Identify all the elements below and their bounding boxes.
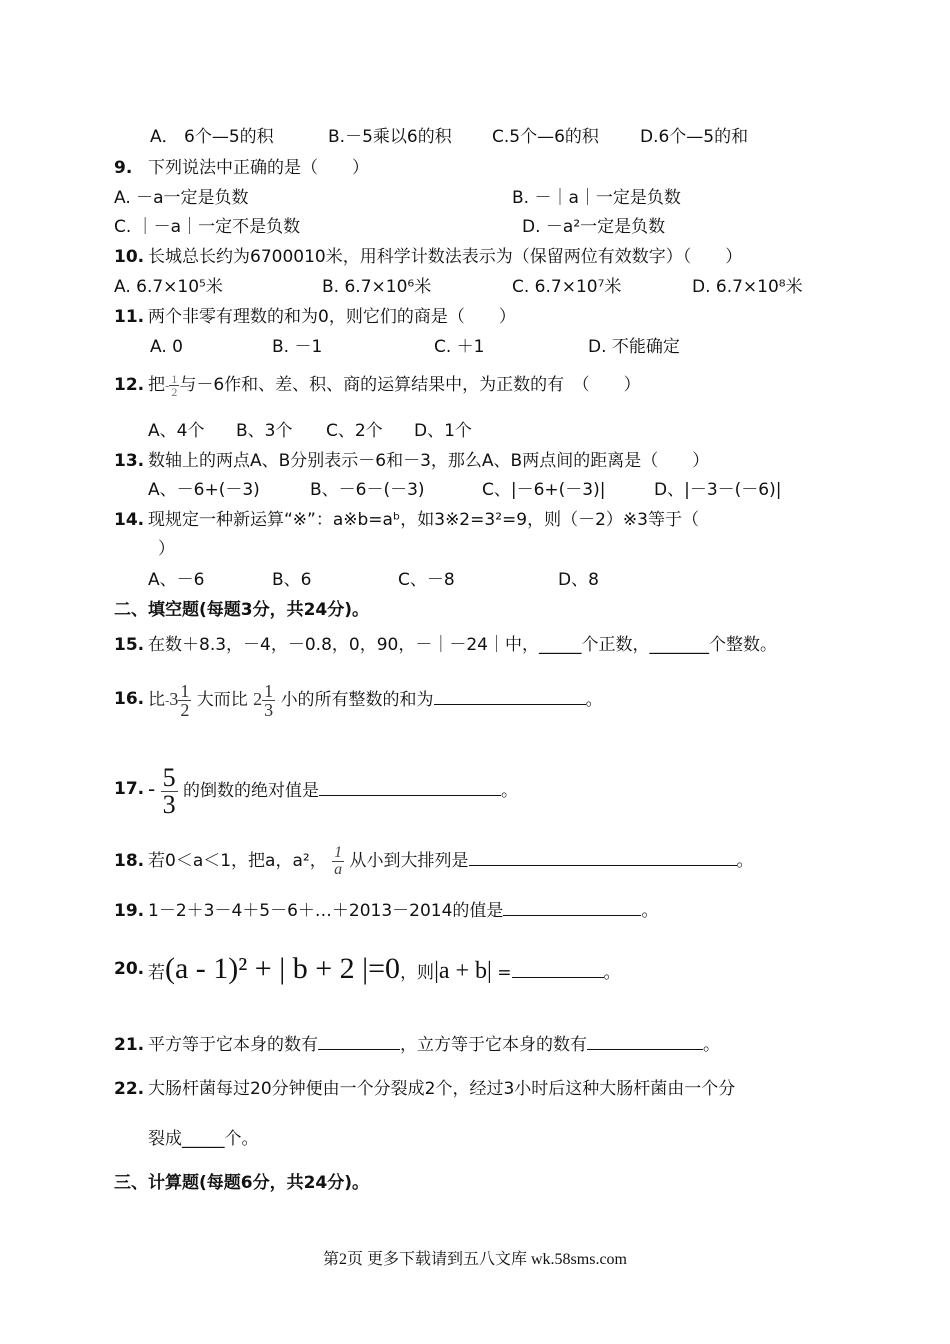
q16-text: 比-3 $\frac{1}{2}$ 大而比 2 $\frac{1}{3}$ 小的所有整数的和为 。 bbox=[148, 680, 603, 720]
q21-blank-cube[interactable] bbox=[587, 1035, 703, 1050]
q11-option-b: B. －1 bbox=[272, 337, 323, 357]
q17-text: - $\frac{5}{3}$ 的倒数的绝对值是 。 bbox=[148, 762, 519, 819]
q13-option-b: B、－6－(－3) bbox=[310, 480, 425, 500]
q20-expression2: |a + b| bbox=[434, 958, 492, 984]
q12-fraction: $\frac{1}{2}$ bbox=[171, 371, 178, 399]
q9-number: 9. bbox=[114, 158, 133, 178]
q13-option-d: D、|－3－(－6)| bbox=[654, 480, 782, 500]
q11-number: 11. bbox=[114, 307, 145, 327]
q20-expression: (a - 1)² + | b + 2 |=0 bbox=[165, 952, 401, 985]
q19-answer-blank[interactable] bbox=[503, 901, 641, 916]
q21-number: 21. bbox=[114, 1035, 145, 1055]
q12-number: 12. bbox=[114, 375, 145, 395]
q10-option-a: A. 6.7×10⁵米 bbox=[114, 277, 223, 297]
q9-option-b: B. －｜a｜一定是负数 bbox=[512, 188, 681, 208]
q22-number: 22. bbox=[114, 1079, 145, 1099]
q19-number: 19. bbox=[114, 901, 145, 921]
q12-option-b: B、3个 bbox=[236, 421, 293, 441]
q20-number: 20. bbox=[114, 959, 145, 979]
q9-text: 下列说法中正确的是（ ） bbox=[148, 158, 369, 178]
q10-option-d: D. 6.7×10⁸米 bbox=[692, 277, 803, 297]
q22-text-line2: 裂成_____个。 bbox=[148, 1129, 259, 1149]
q16-mixed2-whole: 2 bbox=[253, 689, 263, 709]
q13-number: 13. bbox=[114, 451, 145, 471]
q14-option-b: B、6 bbox=[272, 570, 312, 590]
q16-number: 16. bbox=[114, 689, 145, 709]
q14-text-line2: ） bbox=[158, 539, 175, 559]
q18-fraction: $\frac{1}{a}$ bbox=[334, 843, 343, 878]
q10-option-c: C. 6.7×10⁷米 bbox=[512, 277, 622, 297]
q15-text: 在数＋8.3，－4，－0.8，0，90，－｜－24｜中，_____个正数，_______个整数。 bbox=[148, 635, 777, 655]
q16-answer-blank[interactable] bbox=[434, 690, 586, 705]
q17-post: 的倒数的绝对值是 bbox=[183, 781, 320, 801]
q13-option-c: C、|－6+(－3)| bbox=[482, 480, 606, 500]
section-3-heading: 三、计算题(每题6分，共24分)。 bbox=[114, 1173, 370, 1193]
q21-blank-square[interactable] bbox=[318, 1035, 400, 1050]
q16-mixed1-whole: 3 bbox=[169, 689, 179, 709]
q9-option-d: D. －a²一定是负数 bbox=[522, 217, 666, 237]
q14-text-line1: 现规定一种新运算“※”：a※b=aᵇ，如3※2=3²=9，则（－2）※3等于（ bbox=[148, 510, 699, 530]
q16-pre: 比 bbox=[148, 690, 165, 710]
q8-option-a: A． 6个—5的积 bbox=[150, 127, 274, 147]
q13-option-a: A、－6+(－3) bbox=[148, 480, 260, 500]
q18-text: 若0＜a＜1，把a，a²， $\frac{1}{a}$ 从小到大排列是 。 bbox=[148, 843, 754, 878]
q14-number: 14. bbox=[114, 510, 145, 530]
q11-text: 两个非零有理数的和为0，则它们的商是（ ） bbox=[148, 307, 516, 327]
q18-number: 18. bbox=[114, 851, 145, 871]
q17-answer-blank[interactable] bbox=[319, 781, 501, 796]
q8-option-d: D.6个—5的和 bbox=[640, 127, 749, 147]
q13-text: 数轴上的两点A、B分别表示－6和－3，那么A、B两点间的距离是（ ） bbox=[148, 451, 710, 471]
q19-text: 1－2＋3－4＋5－6＋…＋2013－2014的值是 。 bbox=[148, 901, 659, 921]
q8-option-c: C.5个—6的积 bbox=[492, 127, 599, 147]
q10-number: 10. bbox=[114, 247, 145, 267]
q16-mixed2-fraction: $\frac{1}{3}$ bbox=[264, 680, 274, 720]
q20-answer-blank[interactable] bbox=[512, 963, 604, 978]
q12-post: 与－6作和、差、积、商的运算结果中，为正数的有 （ ） bbox=[179, 375, 641, 395]
q17-number: 17. bbox=[114, 779, 145, 799]
q11-option-c: C. ＋1 bbox=[434, 337, 485, 357]
q10-text: 长城总长约为6700010米，用科学计数法表示为（保留两位有效数字）（ ） bbox=[148, 247, 743, 267]
q17-fraction: $\frac{5}{3}$ bbox=[162, 762, 176, 819]
q12-option-c: C、2个 bbox=[326, 421, 383, 441]
q12-option-a: A、4个 bbox=[148, 421, 205, 441]
q15-number: 15. bbox=[114, 635, 145, 655]
q16-mixed1-fraction: $\frac{1}{2}$ bbox=[180, 680, 190, 720]
q9-option-c: C. ｜－a｜一定不是负数 bbox=[114, 217, 301, 237]
q11-option-d: D. 不能确定 bbox=[588, 337, 680, 357]
q11-option-a: A. 0 bbox=[150, 337, 183, 357]
q18-pre: 若0＜a＜1，把a，a²， bbox=[148, 851, 327, 871]
q18-answer-blank[interactable] bbox=[469, 851, 737, 866]
q14-option-c: C、－8 bbox=[398, 570, 455, 590]
q12-pre: 把 bbox=[148, 375, 165, 395]
q14-option-d: D、8 bbox=[558, 570, 599, 590]
section-2-heading: 二、填空题(每题3分，共24分)。 bbox=[114, 600, 370, 620]
q14-option-a: A、－6 bbox=[148, 570, 205, 590]
q12-text: 把- $\frac{1}{2}$ 与－6作和、差、积、商的运算结果中，为正数的有 （ ） bbox=[148, 371, 641, 399]
q18-post: 从小到大排列是 bbox=[349, 851, 469, 871]
q20-text: 若(a - 1)² + | b + 2 |=0，则|a + b| = 。 bbox=[148, 952, 621, 985]
q8-option-b: B.－5乘以6的积 bbox=[328, 127, 452, 147]
page-footer: 第2页 更多下载请到五八文库 wk.58sms.com bbox=[322, 1251, 627, 1268]
q10-option-b: B. 6.7×10⁶米 bbox=[322, 277, 432, 297]
q12-option-d: D、1个 bbox=[414, 421, 472, 441]
q21-text: 平方等于它本身的数有 ，立方等于它本身的数有 。 bbox=[148, 1035, 720, 1055]
q16-mid: 大而比 bbox=[196, 690, 248, 710]
q9-option-a: A. －a一定是负数 bbox=[114, 188, 249, 208]
q22-text-line1: 大肠杆菌每过20分钟便由一个分裂成2个，经过3小时后这种大肠杆菌由一个分 bbox=[148, 1079, 736, 1099]
q16-post: 小的所有整数的和为 bbox=[280, 690, 434, 710]
